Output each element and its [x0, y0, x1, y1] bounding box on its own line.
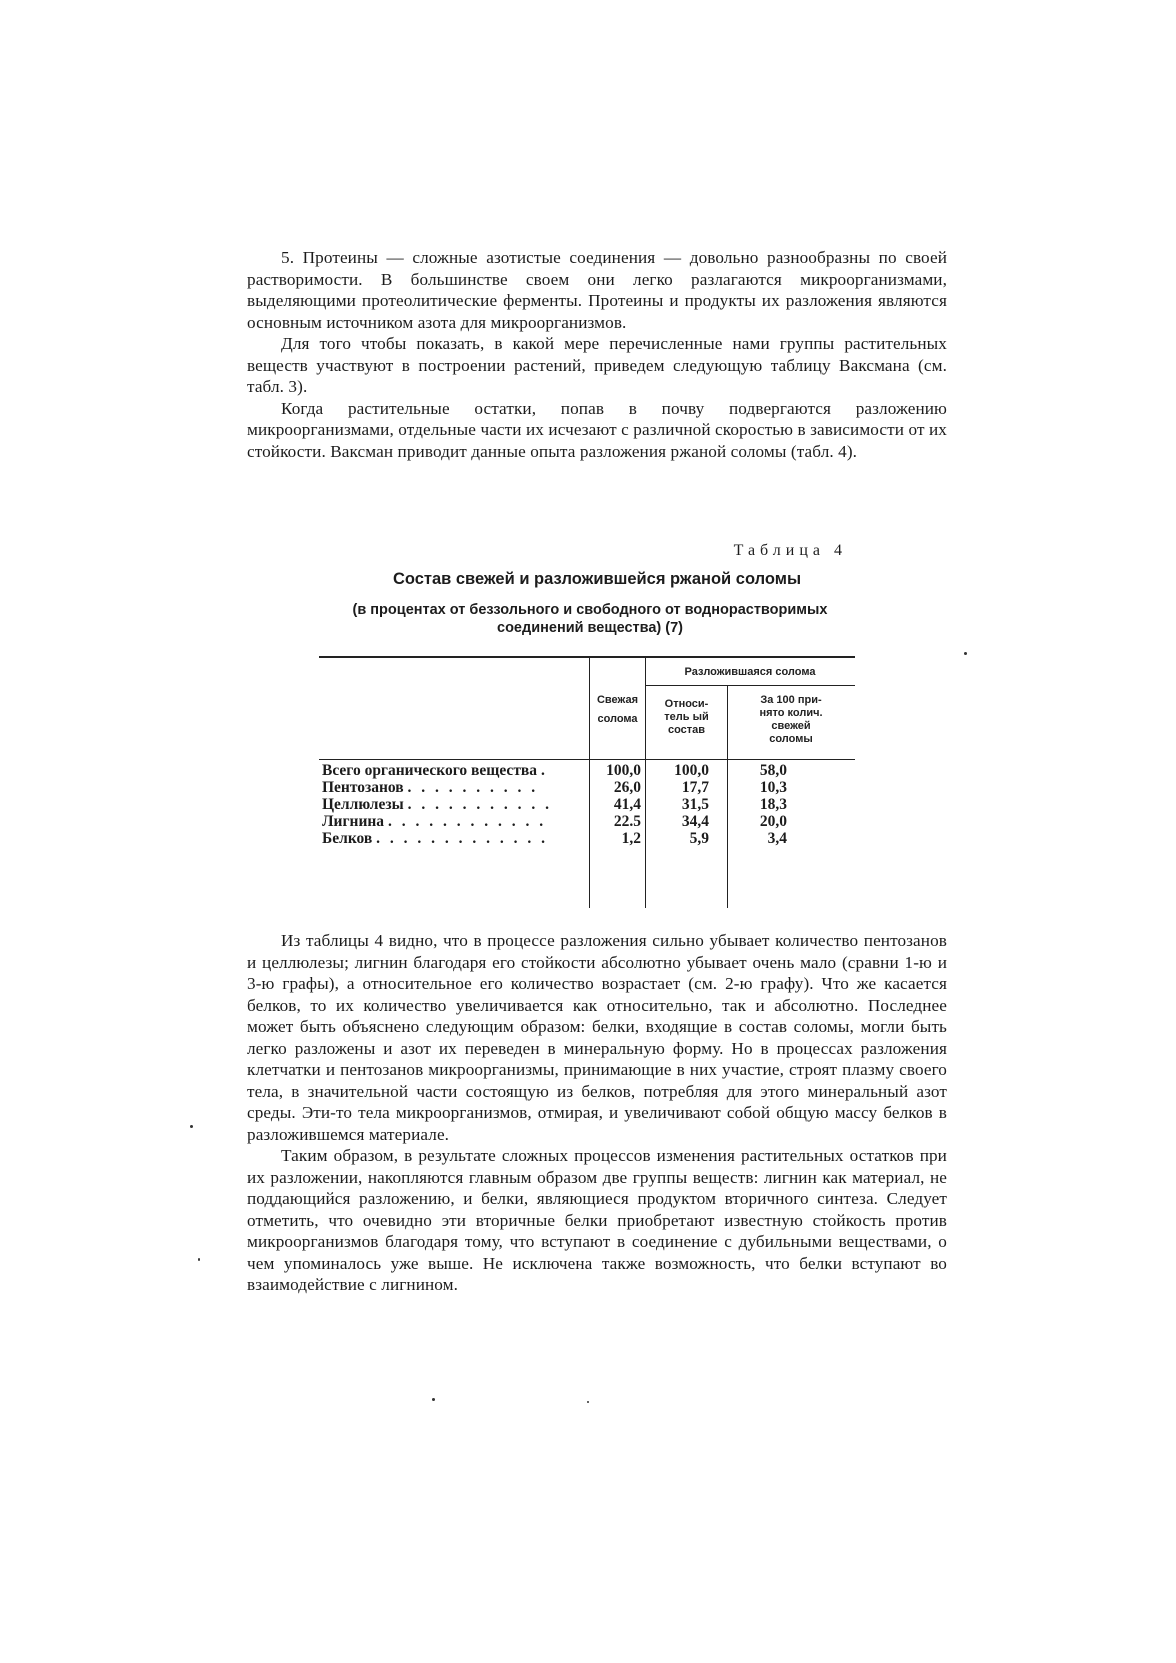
cell-fresh: 1,2 [621, 830, 641, 847]
cell-per100: 58,0 [759, 762, 787, 779]
paragraph: Из таблицы 4 видно, что в процессе разложения сильно убывает количество пентозанов и целлюлезы; лигнин благодаря его стойкости абсолютно убывает очень мало (сравни 1-ю и 3-ю графы), а относительное его количество возрастает (см. 2-ю графу). Что же касается белков, то их количество увеличивается как относительно, так и абсолютно. Последнее может быть объяснено следующим образом: белки, входящие в состав соломы, могли быть легко разложены и азот их переведен в минеральную форму. Но в процессах разложения клетчатки и пентозанов микроорганизмы, принимающие в них участие, строят плазму своего тела, в значительной части состоящую из белков, потребляя для этого минеральный азот среды. Эти-то тела микроорганизмов, отмирая, и увеличивают собой общую массу белков в разложившемся материале. [247, 931, 947, 1144]
paragraph: Когда растительные остатки, попав в почву подвергаются разложению микроорганизмами, отдельные части их исчезают с различной скоростью в зависимости от их стойкости. Ваксман приводит данные опыта разложения ржаной соломы (табл. 4). [247, 398, 947, 461]
composition-table [319, 656, 855, 913]
header-per100: За 100 при- нято колич. свежей соломы [759, 694, 823, 745]
table-subtitle: (в процентах от беззольного и свободного от воднорастворимых соединений вещества) (7) [352, 602, 828, 636]
cell-per100: 3,4 [767, 830, 787, 847]
scan-speck [432, 1398, 435, 1401]
row-name: Белков [322, 830, 373, 847]
scan-speck [964, 652, 967, 655]
paragraph: Таким образом, в результате сложных процессов изменения растительных остатков при их разложении, накопляются главным образом две группы веществ: лигнин как материал, не поддающийся разложению, и белки, являющиеся продуктом вторичного синтеза. Следует отметить, что очевидно эти вторичные белки приобретают известную стойкость против микроорганизмов благодаря тому, что вступают в соединение с дубильными веществами, о чем упоминалось уже выше. Не исключена также возможность, что белки вступают во взаимодействие с лигнином. [247, 1146, 947, 1294]
row-leader: . [540, 762, 548, 779]
header-subrule [645, 685, 855, 686]
column-rule [645, 658, 646, 908]
row-leader: . . . . . . . . . . . [407, 796, 552, 813]
table-top-rule [319, 656, 855, 658]
bottom-text-block [247, 930, 947, 1296]
cell-fresh: 22.5 [613, 813, 641, 830]
cell-relative: 100,0 [674, 762, 709, 779]
paragraph: 5. Протеины — сложные азотистые соединения — довольно разнообразны по своей растворимости. В большинстве своем они легко разлагаются микроорганизмами, выделяющими протеолитические ферменты. Протеины и продукты их разложения являются основным источником азота для микроорганизмов. [247, 248, 947, 332]
header-bottom-rule [319, 759, 855, 760]
row-name: Целлюлезы [322, 796, 404, 813]
row-leader: . . . . . . . . . . [407, 779, 539, 796]
cell-fresh: 26,0 [613, 779, 641, 796]
header-fresh: Свежая солома [596, 694, 638, 725]
cell-per100: 20,0 [759, 813, 787, 830]
cell-per100: 18,3 [759, 796, 787, 813]
row-leader: . . . . . . . . . . . . [387, 813, 547, 830]
row-name: Лигнина [322, 813, 385, 830]
cell-relative: 17,7 [681, 779, 709, 796]
cell-fresh: 41,4 [613, 796, 641, 813]
header-decomposed: Разложившаяся солома [684, 666, 816, 678]
row-leader: . . . . . . . . . . . . . [376, 830, 549, 847]
header-relative: Относи- тель ый состав [664, 698, 709, 736]
table-title: Состав свежей и разложившейся ржаной соломы [392, 570, 802, 588]
cell-relative: 5,9 [689, 830, 709, 847]
scan-speck [198, 1258, 200, 1261]
cell-relative: 34,4 [681, 813, 709, 830]
cell-fresh: 100,0 [606, 762, 641, 779]
row-name: Пентозанов [322, 779, 404, 796]
scan-speck [587, 1401, 589, 1403]
column-rule [727, 686, 728, 908]
row-name: Всего органического вещества [322, 762, 538, 779]
paragraph: Для того чтобы показать, в какой мере перечисленные нами группы растительных веществ участвуют в построении растений, приведем следующую таблицу Ваксмана (см. табл. 3). [247, 334, 947, 396]
cell-per100: 10,3 [759, 779, 787, 796]
scan-speck [190, 1125, 193, 1128]
top-text-block [247, 247, 947, 462]
table-label: Таблица 4 [733, 542, 847, 559]
cell-relative: 31,5 [681, 796, 709, 813]
